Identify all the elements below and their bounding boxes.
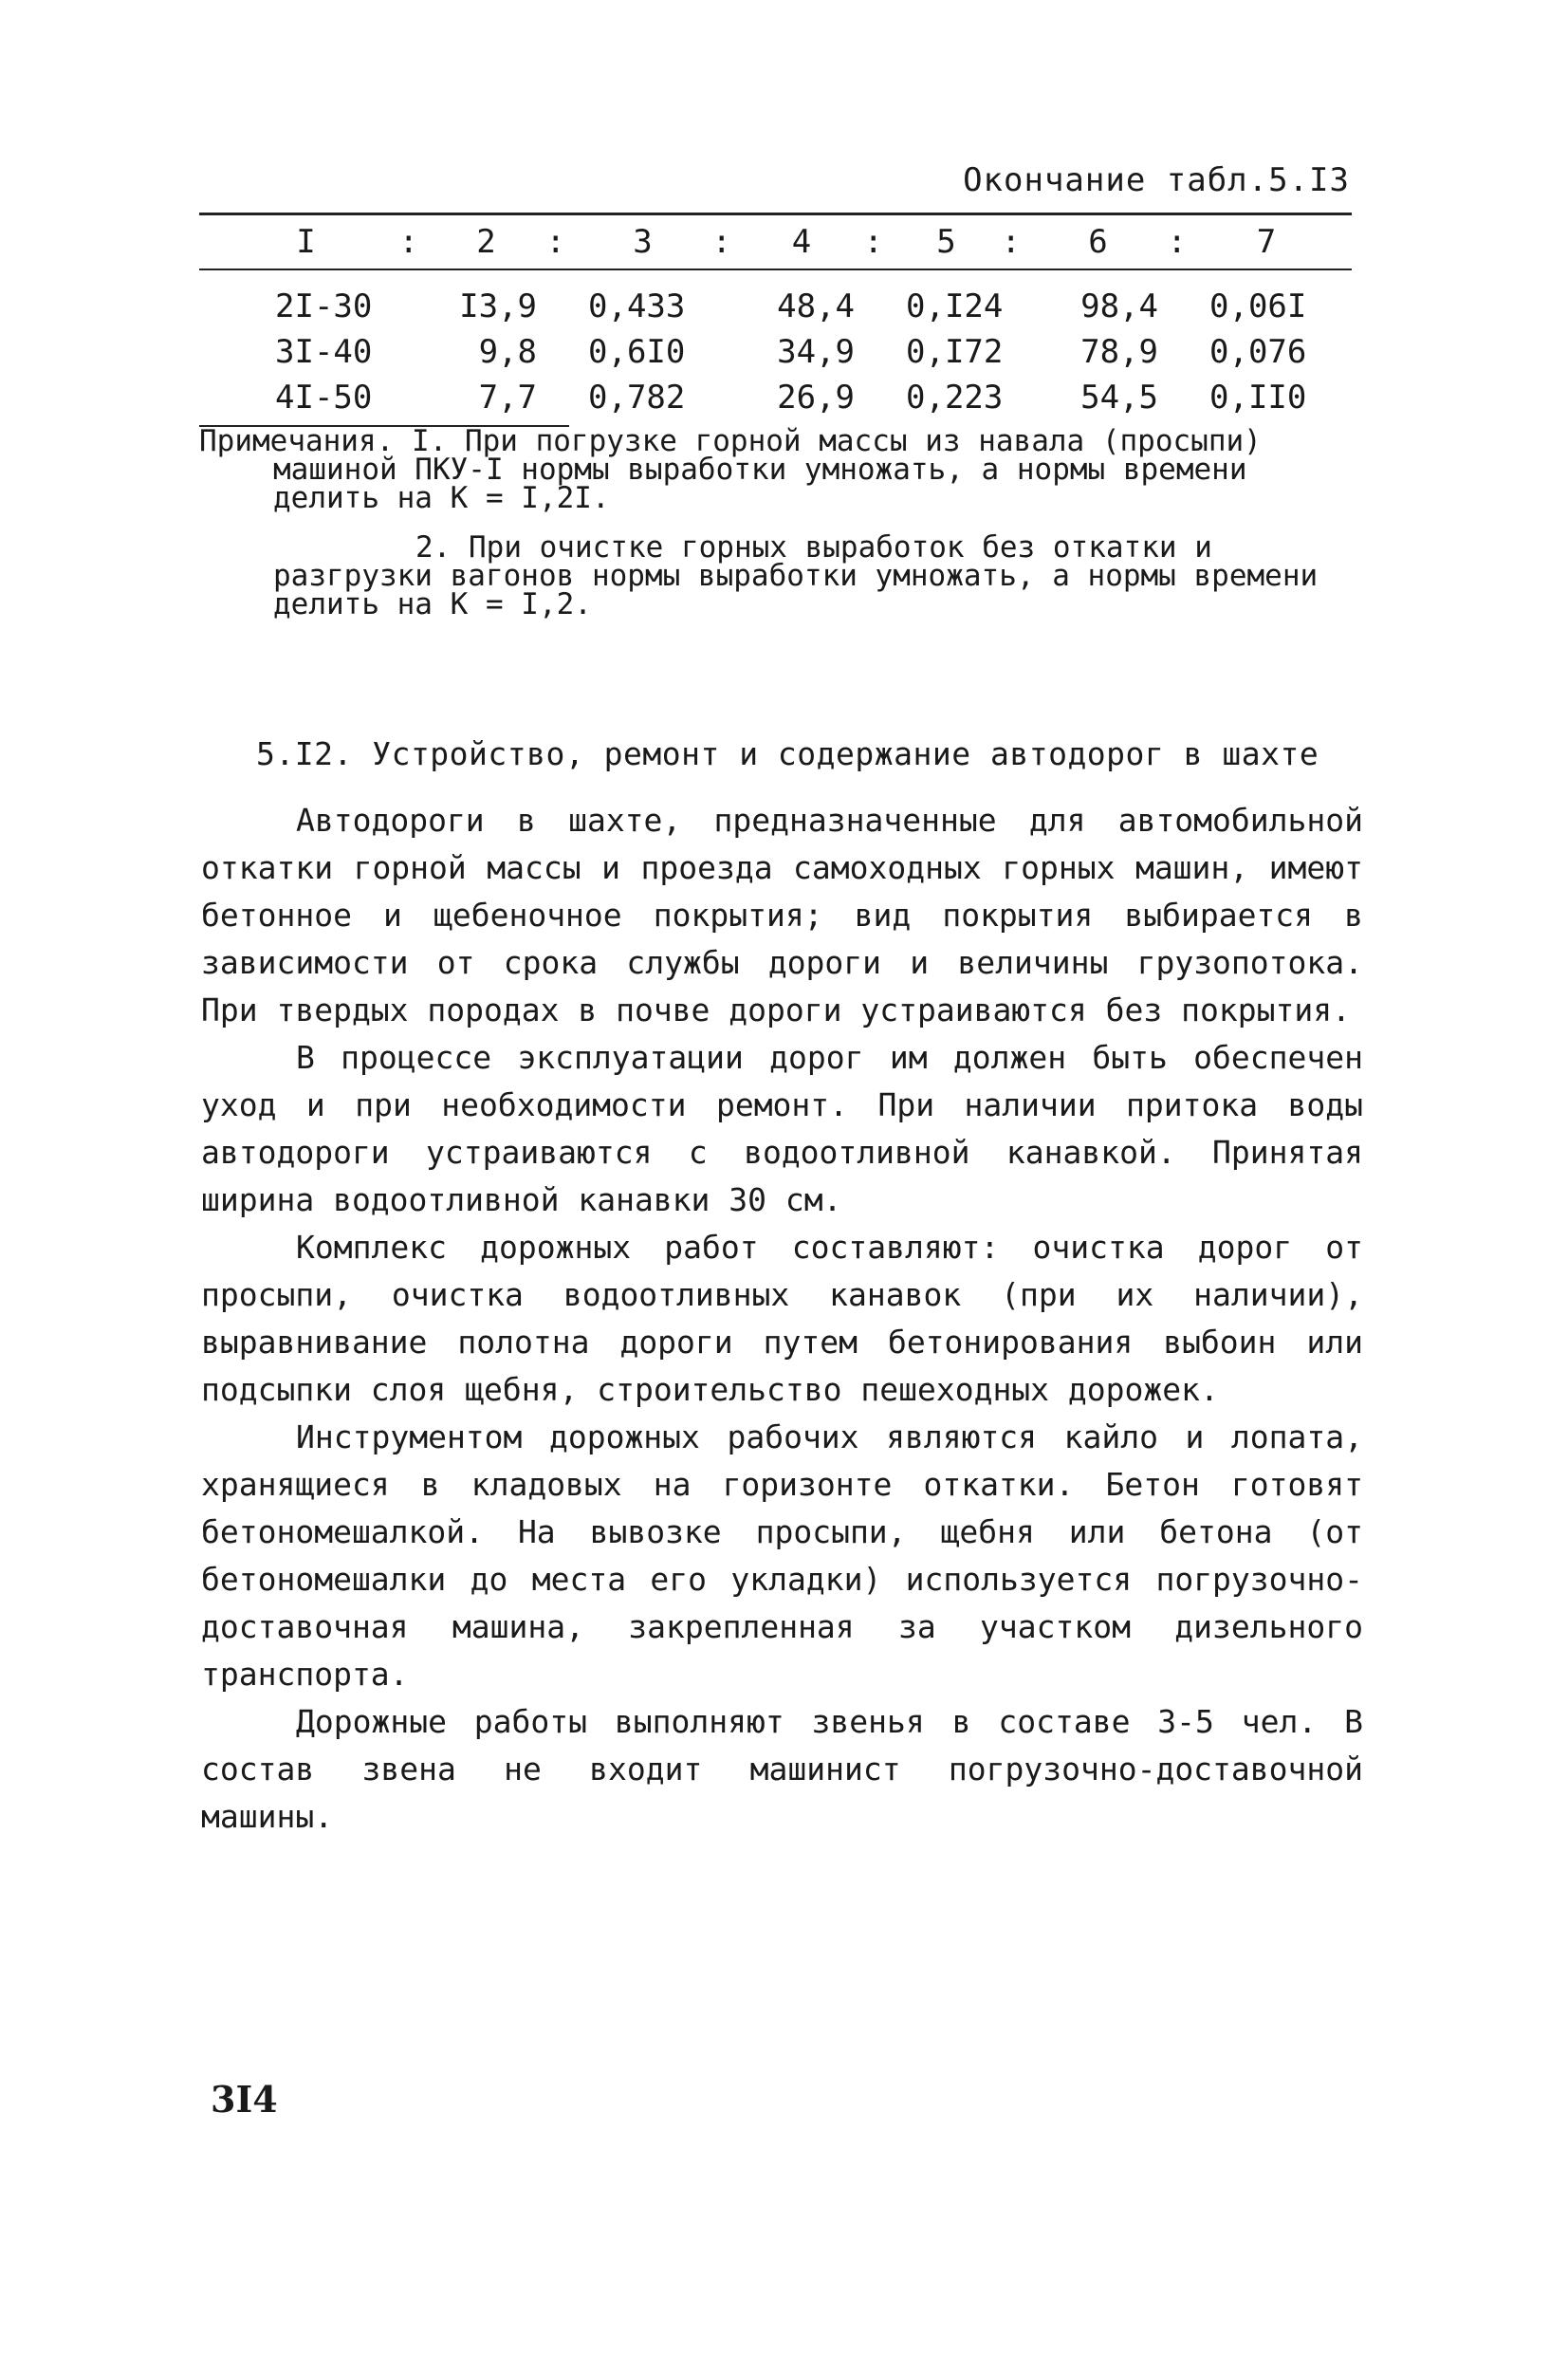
table-cell: 4I-50 <box>275 379 373 417</box>
table-row <box>199 329 1352 375</box>
paragraph: Автодороги в шахте, предназначенные для автомобильной откатки горной массы и проезда самоходных горных машин, имеют бетонное и щебеночное покрытия; вид покрытия выбирается в зависимости от срока службы дороги и величины грузопотока. При твердых породах в почве дороги устраиваются без покрытия. <box>201 802 1363 1028</box>
table-cell: I3,9 <box>459 287 537 325</box>
table-cell: 54,5 <box>1080 379 1158 417</box>
table-cell: 2I-30 <box>275 287 373 325</box>
page-number: 3I4 <box>211 2078 278 2121</box>
table-row <box>199 284 1352 329</box>
section-body <box>201 797 1363 1841</box>
note-2: 2. При очистке горных выработок без откатки и разгрузки вагонов нормы выработки умножать, а нормы времени делить на К = I,2. <box>273 530 1319 621</box>
table-cell: 78,9 <box>1080 333 1158 371</box>
table-cell: 7,7 <box>478 379 537 417</box>
table-header-cell: 3 : <box>560 223 726 261</box>
table-header-cell: 4 : <box>726 223 877 261</box>
table-cell: 0,06I <box>1209 287 1307 325</box>
table-cell: 0,I24 <box>906 287 1004 325</box>
paragraph: В процессе эксплуатации дорог им должен быть обеспечен уход и при необходимости ремонт. При наличии притока воды автодороги устраиваются с водоотливной канавкой. Принятая ширина водоотливной канавки 30 см. <box>201 1039 1363 1218</box>
table-cell: 34,9 <box>777 333 855 371</box>
table-cell: 0,223 <box>906 379 1004 417</box>
table-notes <box>199 424 1356 621</box>
table-cell: 98,4 <box>1080 287 1158 325</box>
table-cell: 0,076 <box>1209 333 1307 371</box>
table-header-cell: I : <box>199 223 413 261</box>
table-cell: 0,I72 <box>906 333 1004 371</box>
note-1-line: Примечания. I. При погрузке горной массы из навала (просыпи) <box>199 424 1262 458</box>
table-body <box>199 270 1352 420</box>
table-cell: 3I-40 <box>275 333 373 371</box>
table-cell: 0,782 <box>588 379 686 417</box>
table-cell: 48,4 <box>777 287 855 325</box>
table-cell: 0,6I0 <box>588 333 686 371</box>
table-header-cell: 2 : <box>413 223 560 261</box>
table-cell: 0,II0 <box>1209 379 1307 417</box>
paragraph: Инструментом дорожных рабочих являются кайло и лопата, хранящиеся в кладовых на горизонте откатки. Бетон готовят бетономешалкой. На вывозке просыпи, щебня или бетона (от бетономешалки до места его укладки) используется погрузочно-доставочная машина, закрепленная за участком дизельного транспорта. <box>201 1418 1363 1693</box>
table-header-row <box>199 215 1352 269</box>
paragraph: Дорожные работы выполняют звенья в составе 3-5 чел. В состав звена не входит машинист погрузочно-доставочной машины. <box>201 1703 1363 1835</box>
table-header-cell: 7 <box>1256 223 1277 261</box>
table-cell: 9,8 <box>478 333 537 371</box>
section-title: 5.I2. Устройство, ремонт и содержание автодорог в шахте <box>256 735 1319 772</box>
table-header-cell: 5 : <box>877 223 1015 261</box>
data-table <box>199 213 1352 420</box>
table-cell: 26,9 <box>777 379 855 417</box>
note-1-line: делить на К = I,2I. <box>273 481 610 515</box>
table-caption: Окончание табл.5.I3 <box>963 161 1350 199</box>
paragraph: Комплекс дорожных работ составляют: очистка дорог от просыпи, очистка водоотливных канавок (при их наличии), выравнивание полотна дороги путем бетонирования выбоин или подсыпки слоя щебня, строительство пешеходных дорожек. <box>201 1229 1363 1408</box>
table-header-cell: 6 : <box>1015 223 1181 261</box>
note-1-line: машиной ПКУ-I нормы выработки умножать, а нормы времени <box>273 453 1247 487</box>
table-cell: 0,433 <box>588 287 686 325</box>
table-row <box>199 375 1352 420</box>
